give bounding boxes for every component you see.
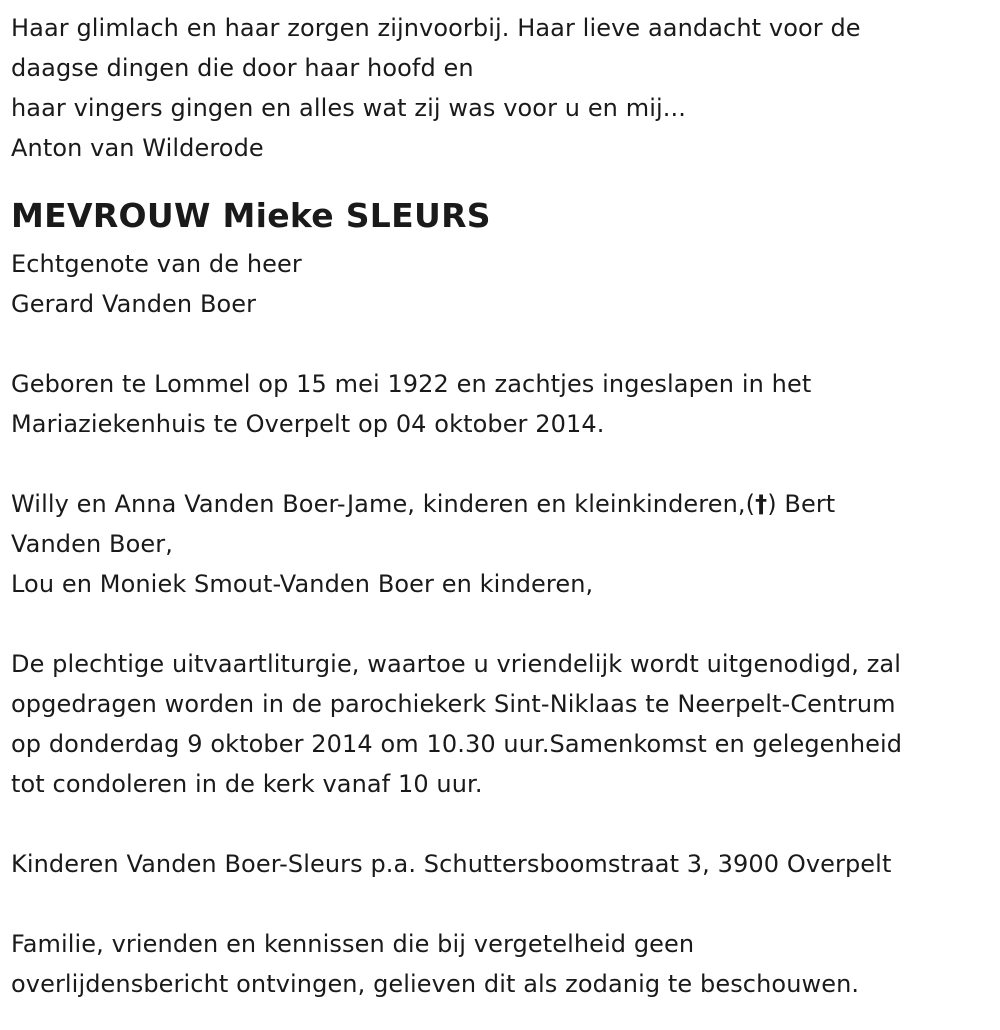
closing-line: overlijdensbericht ontvingen, gelieven dit als zodanig te beschouwen.: [11, 970, 860, 998]
spouse-name: Gerard Vanden Boer: [11, 290, 257, 318]
funeral-line: op donderdag 9 oktober 2014 om 10.30 uur.Samenkomst en gelegenheid: [11, 730, 903, 758]
funeral-line: tot condoleren in de kerk vanaf 10 uur.: [11, 770, 483, 798]
spacer: [11, 884, 1000, 924]
family-line: Lou en Moniek Smout-Vanden Boer en kinderen,: [11, 570, 594, 598]
death-line: Mariaziekenhuis te Overpelt op 04 oktober 2014.: [11, 410, 605, 438]
funeral-line: De plechtige uitvaartliturgie, waartoe u vriendelijk wordt uitgenodigd, zal: [11, 650, 901, 678]
spacer: [11, 324, 1000, 364]
spacer: [11, 804, 1000, 844]
family-text: ) Bert: [767, 490, 836, 518]
spacer: [11, 444, 1000, 484]
family-line: Vanden Boer,: [11, 530, 173, 558]
cross-icon: †: [755, 490, 768, 518]
correspondence-address: Kinderen Vanden Boer-Sleurs p.a. Schuttersboomstraat 3, 3900 Overpelt: [11, 850, 892, 878]
relation-line: Echtgenote van de heer: [11, 250, 302, 278]
deceased-name: MEVROUW Mieke SLEURS: [11, 196, 491, 235]
birth-line: Geboren te Lommel op 15 mei 1922 en zachtjes ingeslapen in het: [11, 370, 812, 398]
closing-block: [11, 924, 1000, 1004]
funeral-line: opgedragen worden in de parochiekerk Sint-Niklaas te Neerpelt-Centrum: [11, 690, 896, 718]
funeral-block: [11, 644, 1000, 804]
family-block: [11, 484, 1000, 604]
spacer: [11, 604, 1000, 644]
closing-line: Familie, vrienden en kennissen die bij vergetelheid geen: [11, 930, 695, 958]
quote-author: Anton van Wilderode: [11, 134, 264, 162]
quote-line: haar vingers gingen en alles wat zij was voor u en mij...: [11, 94, 686, 122]
family-line: [11, 484, 1000, 524]
quote-block: [11, 8, 1000, 168]
birth-death-block: [11, 364, 1000, 444]
quote-line: daagse dingen die door haar hoofd en: [11, 54, 474, 82]
family-text: Willy en Anna Vanden Boer-Jame, kinderen en kleinkinderen,(: [11, 490, 756, 518]
quote-line: Haar glimlach en haar zorgen zijnvoorbij. Haar lieve aandacht voor de: [11, 14, 861, 42]
